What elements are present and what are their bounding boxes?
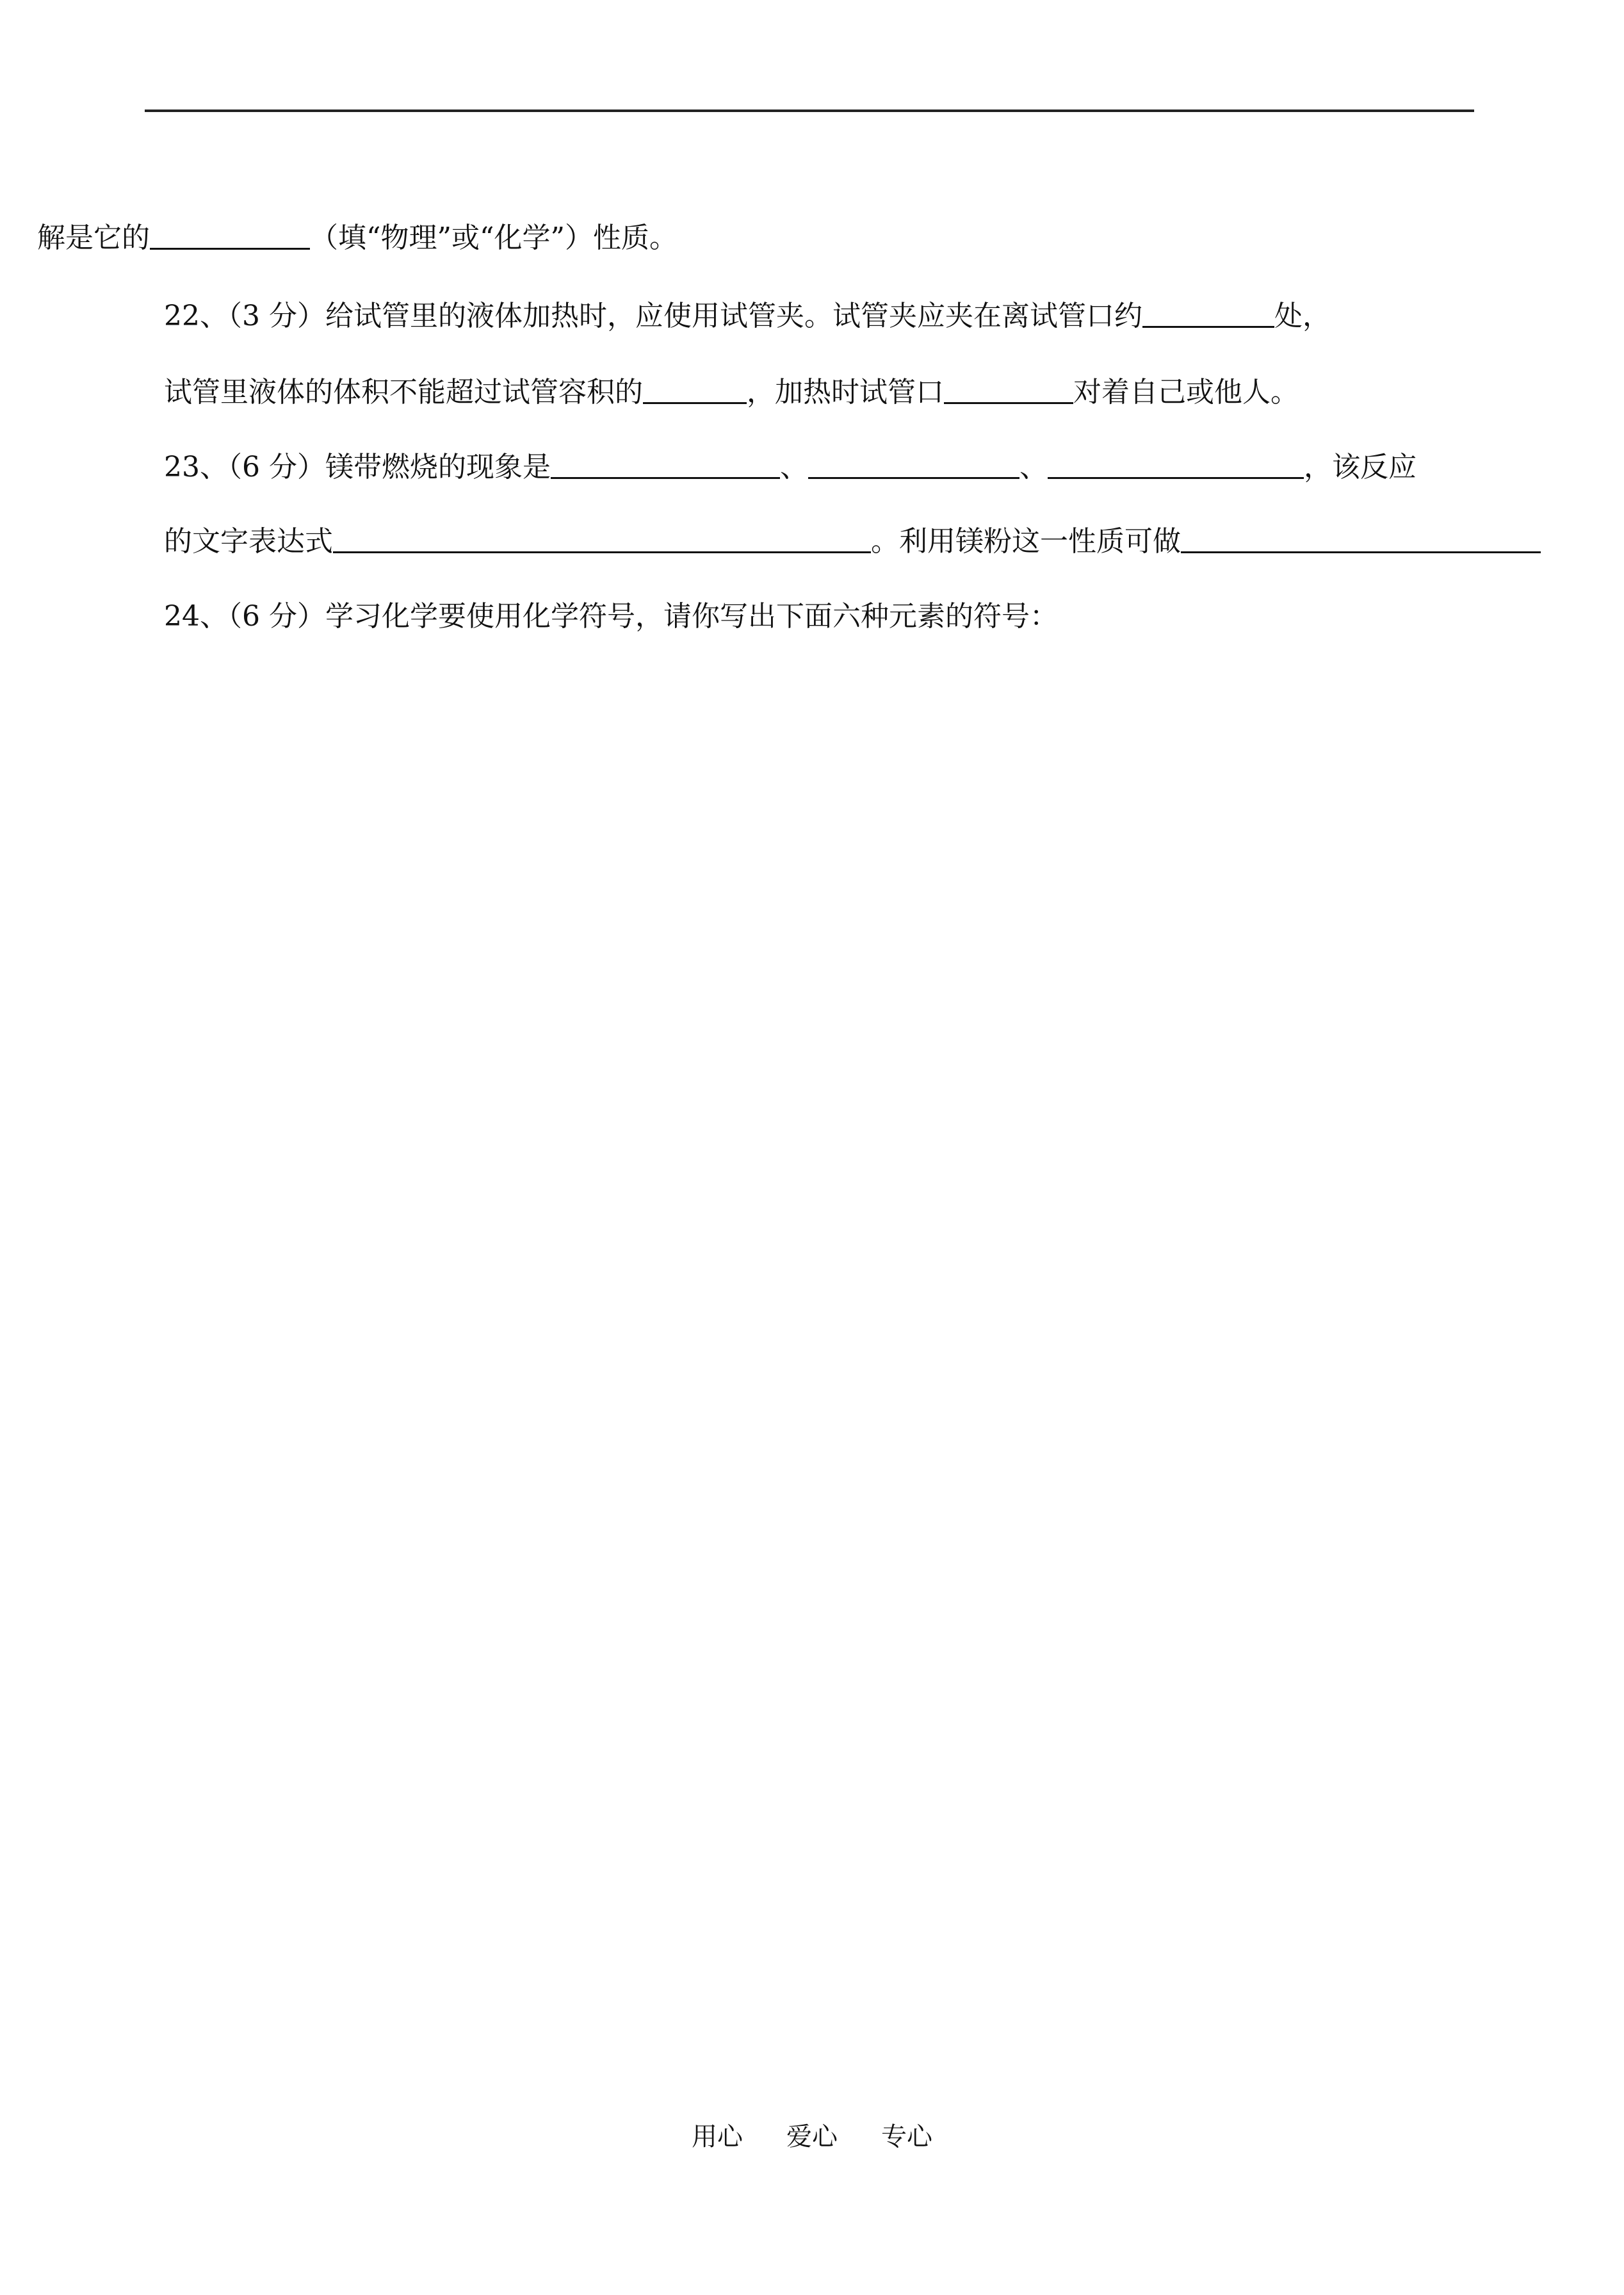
question-23-text-b: 、 — [779, 451, 808, 483]
question-22-line-1 — [164, 297, 1331, 336]
question-23-text-e: 的文字表达式 — [164, 525, 333, 558]
question-24-text: 24、（6 分）学习化学要使用化学符号，请你写出下面六种元素的符号： — [164, 600, 1058, 633]
answer-blank-22-2[interactable] — [643, 377, 747, 404]
question-23-text-c: 、 — [1019, 451, 1048, 483]
question-23-line-2 — [164, 523, 1541, 561]
answer-blank-23-2[interactable] — [808, 451, 1019, 479]
answer-blank-23-1[interactable] — [551, 451, 780, 479]
question-23-text-a: 23、（6 分）镁带燃烧的现象是 — [164, 451, 551, 483]
question-22-text-b: 处， — [1274, 300, 1331, 332]
question-22-text-d: ，加热时试管口 — [747, 376, 944, 409]
footer-item-1: 用心 — [692, 2122, 743, 2152]
text-line-1 — [37, 219, 678, 257]
question-24-line-1 — [164, 597, 1058, 636]
answer-blank-21[interactable] — [150, 222, 310, 250]
answer-blank-22-3[interactable] — [944, 377, 1073, 404]
page-footer — [0, 2120, 1624, 2154]
answer-blank-23-3[interactable] — [1048, 451, 1304, 479]
line-1-text-a: 解是它的 — [37, 222, 150, 254]
answer-blank-23-4[interactable] — [333, 526, 871, 553]
footer-item-2: 爱心 — [786, 2122, 838, 2152]
header-rule — [145, 109, 1474, 112]
footer-item-3: 专心 — [881, 2122, 932, 2152]
question-23-text-f: 。利用镁粉这一性质可做 — [871, 525, 1181, 558]
line-1-text-b: （填“物理”或“化学”）性质。 — [310, 222, 678, 254]
question-23-line-1 — [164, 448, 1417, 487]
question-22-line-2 — [164, 373, 1299, 412]
answer-blank-23-5[interactable] — [1181, 526, 1541, 553]
question-22-text-a: 22、（3 分）给试管里的液体加热时，应使用试管夹。试管夹应夹在离试管口约 — [164, 300, 1142, 332]
answer-blank-22-1[interactable] — [1142, 300, 1274, 328]
question-23-text-d: ，该反应 — [1303, 451, 1417, 483]
question-22-text-c: 试管里液体的体积不能超过试管容积的 — [164, 376, 643, 409]
question-22-text-e: 对着自己或他人。 — [1073, 376, 1299, 409]
